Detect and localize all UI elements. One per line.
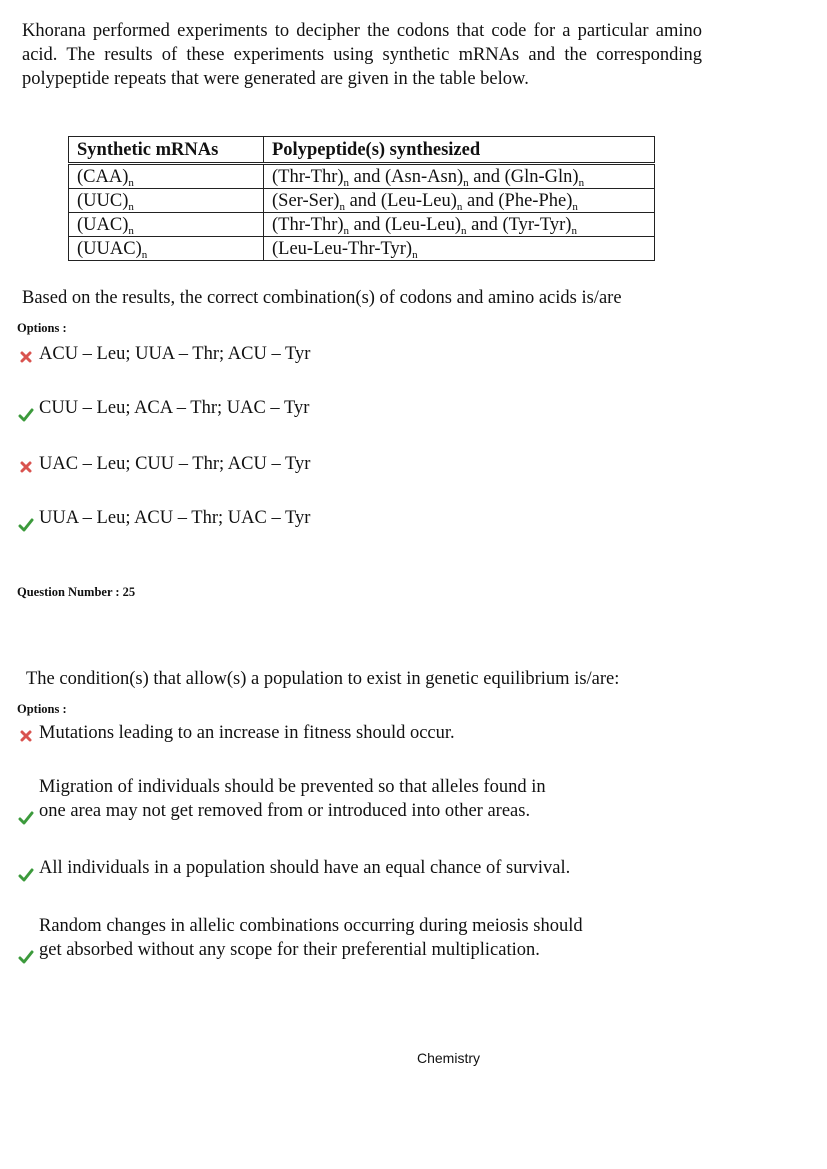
option-text: ACU – Leu; UUA – Thr; ACU – Tyr — [39, 344, 311, 364]
checkmark-icon — [18, 406, 34, 422]
question-1-options-label: Options : — [17, 321, 67, 335]
option-text-line: Random changes in allelic combinations occurring during meiosis should — [39, 916, 583, 936]
question-1-stem: Khorana performed experiments to decipher the codons that code for a particular amino acid. The results of these experiments using synthetic mRNAs and the corresponding polypeptide repeats that were generated are given in the table below. — [22, 21, 702, 89]
checkmark-icon — [18, 866, 34, 882]
option-text-line: get absorbed without any scope for their preferential multiplication. — [39, 940, 540, 960]
codon-results-table — [68, 136, 655, 261]
checkmark-icon — [18, 516, 34, 532]
option-text-line: Migration of individuals should be prevented so that alleles found in — [39, 777, 546, 797]
footer-subject: Chemistry — [417, 1050, 481, 1066]
checkmark-icon — [18, 809, 34, 825]
table-header-mrna: Synthetic mRNAs — [69, 137, 264, 164]
polypeptide-cell: $(Thr-Thr)_n$ and $(Leu-Leu)_n$ and $(Tyr-Tyr)_n$ — [264, 213, 655, 237]
mrna-cell: $(CAA)_n$ — [69, 164, 264, 189]
option-text-line: All individuals in a population should have an equal chance of survival. — [39, 858, 571, 878]
option-text-line: Mutations leading to an increase in fitness should occur. — [39, 723, 455, 743]
table-header-polypeptide: Polypeptide(s) synthesized — [264, 137, 655, 164]
cross-icon — [18, 458, 34, 474]
polypeptide-cell: $(Thr-Thr)_n$ and $(Asn-Asn)_n$ and $(Gln-Gln)_n$ — [264, 164, 655, 189]
mrna-cell: $(UUAC)_n$ — [69, 237, 264, 261]
option-text: CUU – Leu; ACA – Thr; UAC – Tyr — [39, 398, 310, 418]
question-2-stem: The condition(s) that allow(s) a population to exist in genetic equilibrium is/are: — [26, 669, 620, 689]
checkmark-icon — [18, 948, 34, 964]
cross-icon — [18, 348, 34, 364]
polypeptide-cell: $(Leu-Leu-Thr-Tyr)_n$ — [264, 237, 655, 261]
question-1-lead: Based on the results, the correct combination(s) of codons and amino acids is/are — [22, 288, 622, 308]
question-number: Question Number : 25 — [17, 585, 136, 599]
option-text: UUA – Leu; ACU – Thr; UAC – Tyr — [39, 508, 311, 528]
cross-icon — [18, 727, 34, 743]
table-row — [69, 237, 655, 261]
mrna-cell: $(UUC)_n$ — [69, 189, 264, 213]
polypeptide-cell: $(Ser-Ser)_n$ and $(Leu-Leu)_n$ and $(Phe-Phe)_n$ — [264, 189, 655, 213]
table-header-row — [69, 137, 655, 164]
option-text: UAC – Leu; CUU – Thr; ACU – Tyr — [39, 454, 311, 474]
option-text-line: one area may not get removed from or introduced into other areas. — [39, 801, 531, 821]
table-row — [69, 189, 655, 213]
mrna-cell: $(UAC)_n$ — [69, 213, 264, 237]
question-2-options-label: Options : — [17, 702, 67, 716]
table-row — [69, 213, 655, 237]
table-row — [69, 164, 655, 189]
